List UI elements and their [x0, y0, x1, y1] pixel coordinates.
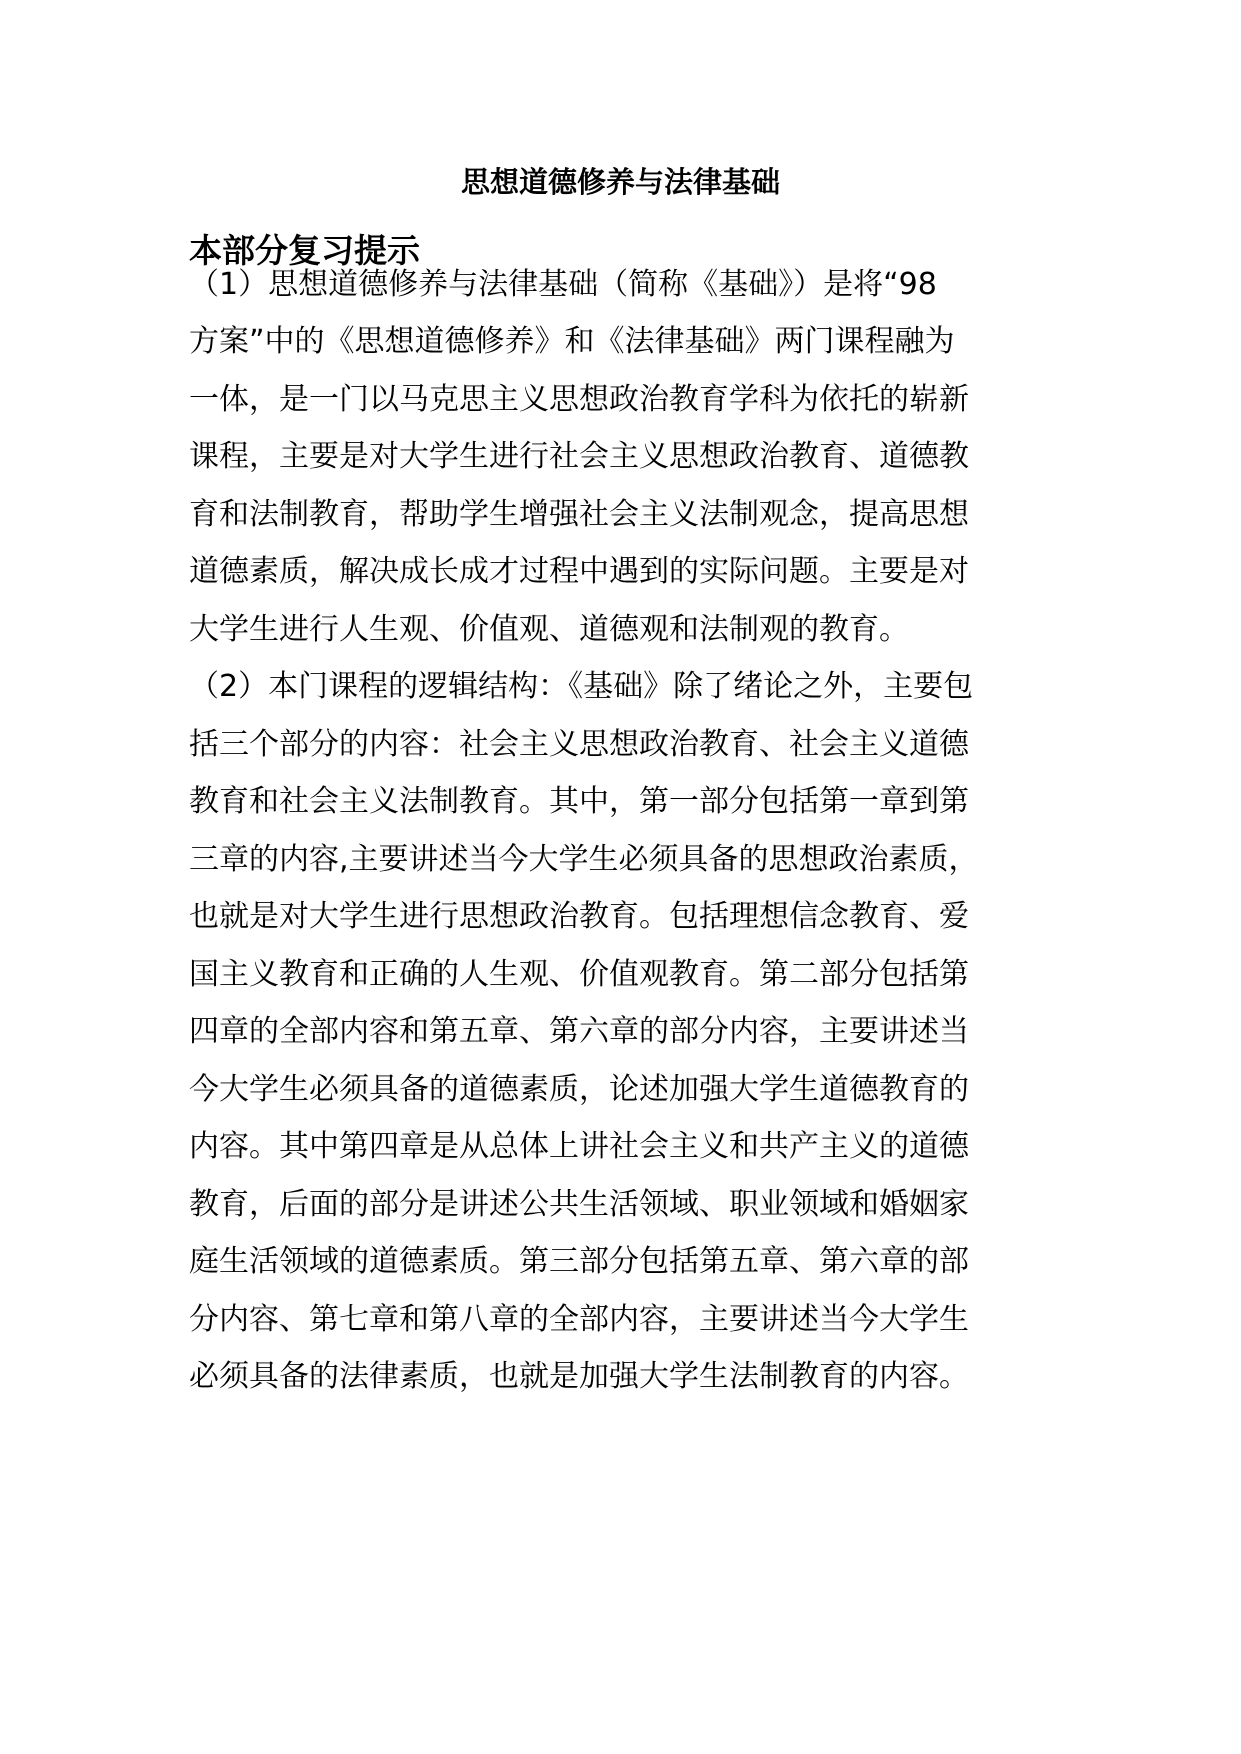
paragraph-line: 分内容、第七章和第八章的全部内容，主要讲述当今大学生	[189, 1302, 969, 1337]
paragraph-line: 国主义教育和正确的人生观、价值观教育。第二部分包括第	[189, 957, 969, 992]
paragraph-line: （1）思想道德修养与法律基础（简称《基础》）是将“98	[189, 267, 937, 302]
paragraph-line: 道德素质，解决成长成才过程中遇到的实际问题。主要是对	[189, 554, 969, 589]
paragraph-line: 也就是对大学生进行思想政治教育。包括理想信念教育、爱	[189, 899, 969, 934]
paragraph-line: 必须具备的法律素质，也就是加强大学生法制教育的内容。	[189, 1359, 969, 1394]
paragraph-line: 教育，后面的部分是讲述公共生活领域、职业领域和婚姻家	[189, 1187, 969, 1222]
paragraph-line: 今大学生必须具备的道德素质，论述加强大学生道德教育的	[189, 1072, 969, 1107]
paragraph-line: 课程，主要是对大学生进行社会主义思想政治教育、道德教	[189, 439, 969, 474]
paragraph-line: 庭生活领域的道德素质。第三部分包括第五章、第六章的部	[189, 1244, 969, 1279]
paragraph-line: 育和法制教育，帮助学生增强社会主义法制观念，提高思想	[189, 497, 969, 532]
paragraph-line: 大学生进行人生观、价值观、道德观和法制观的教育。	[189, 612, 909, 647]
paragraph-line: 方案”中的《思想道德修养》和《法律基础》两门课程融为	[189, 324, 955, 359]
section-heading: 本部分复习提示	[189, 231, 420, 270]
paragraph-line: 一体，是一门以马克思主义思想政治教育学科为依托的崭新	[189, 382, 969, 417]
paragraph-line: （2）本门课程的逻辑结构：《基础》除了绪论之外，主要包	[189, 669, 974, 704]
paragraph-line: 四章的全部内容和第五章、第六章的部分内容，主要讲述当	[189, 1014, 969, 1049]
paragraph-line: 教育和社会主义法制教育。其中，第一部分包括第一章到第	[189, 784, 969, 819]
paragraph-line: 内容。其中第四章是从总体上讲社会主义和共产主义的道德	[189, 1129, 969, 1164]
paragraph-line: 括三个部分的内容：社会主义思想政治教育、社会主义道德	[189, 727, 969, 762]
paragraph-line: 三章的内容,主要讲述当今大学生必须具备的思想政治素质，	[189, 842, 979, 877]
document-title: 思想道德修养与法律基础	[460, 165, 780, 199]
